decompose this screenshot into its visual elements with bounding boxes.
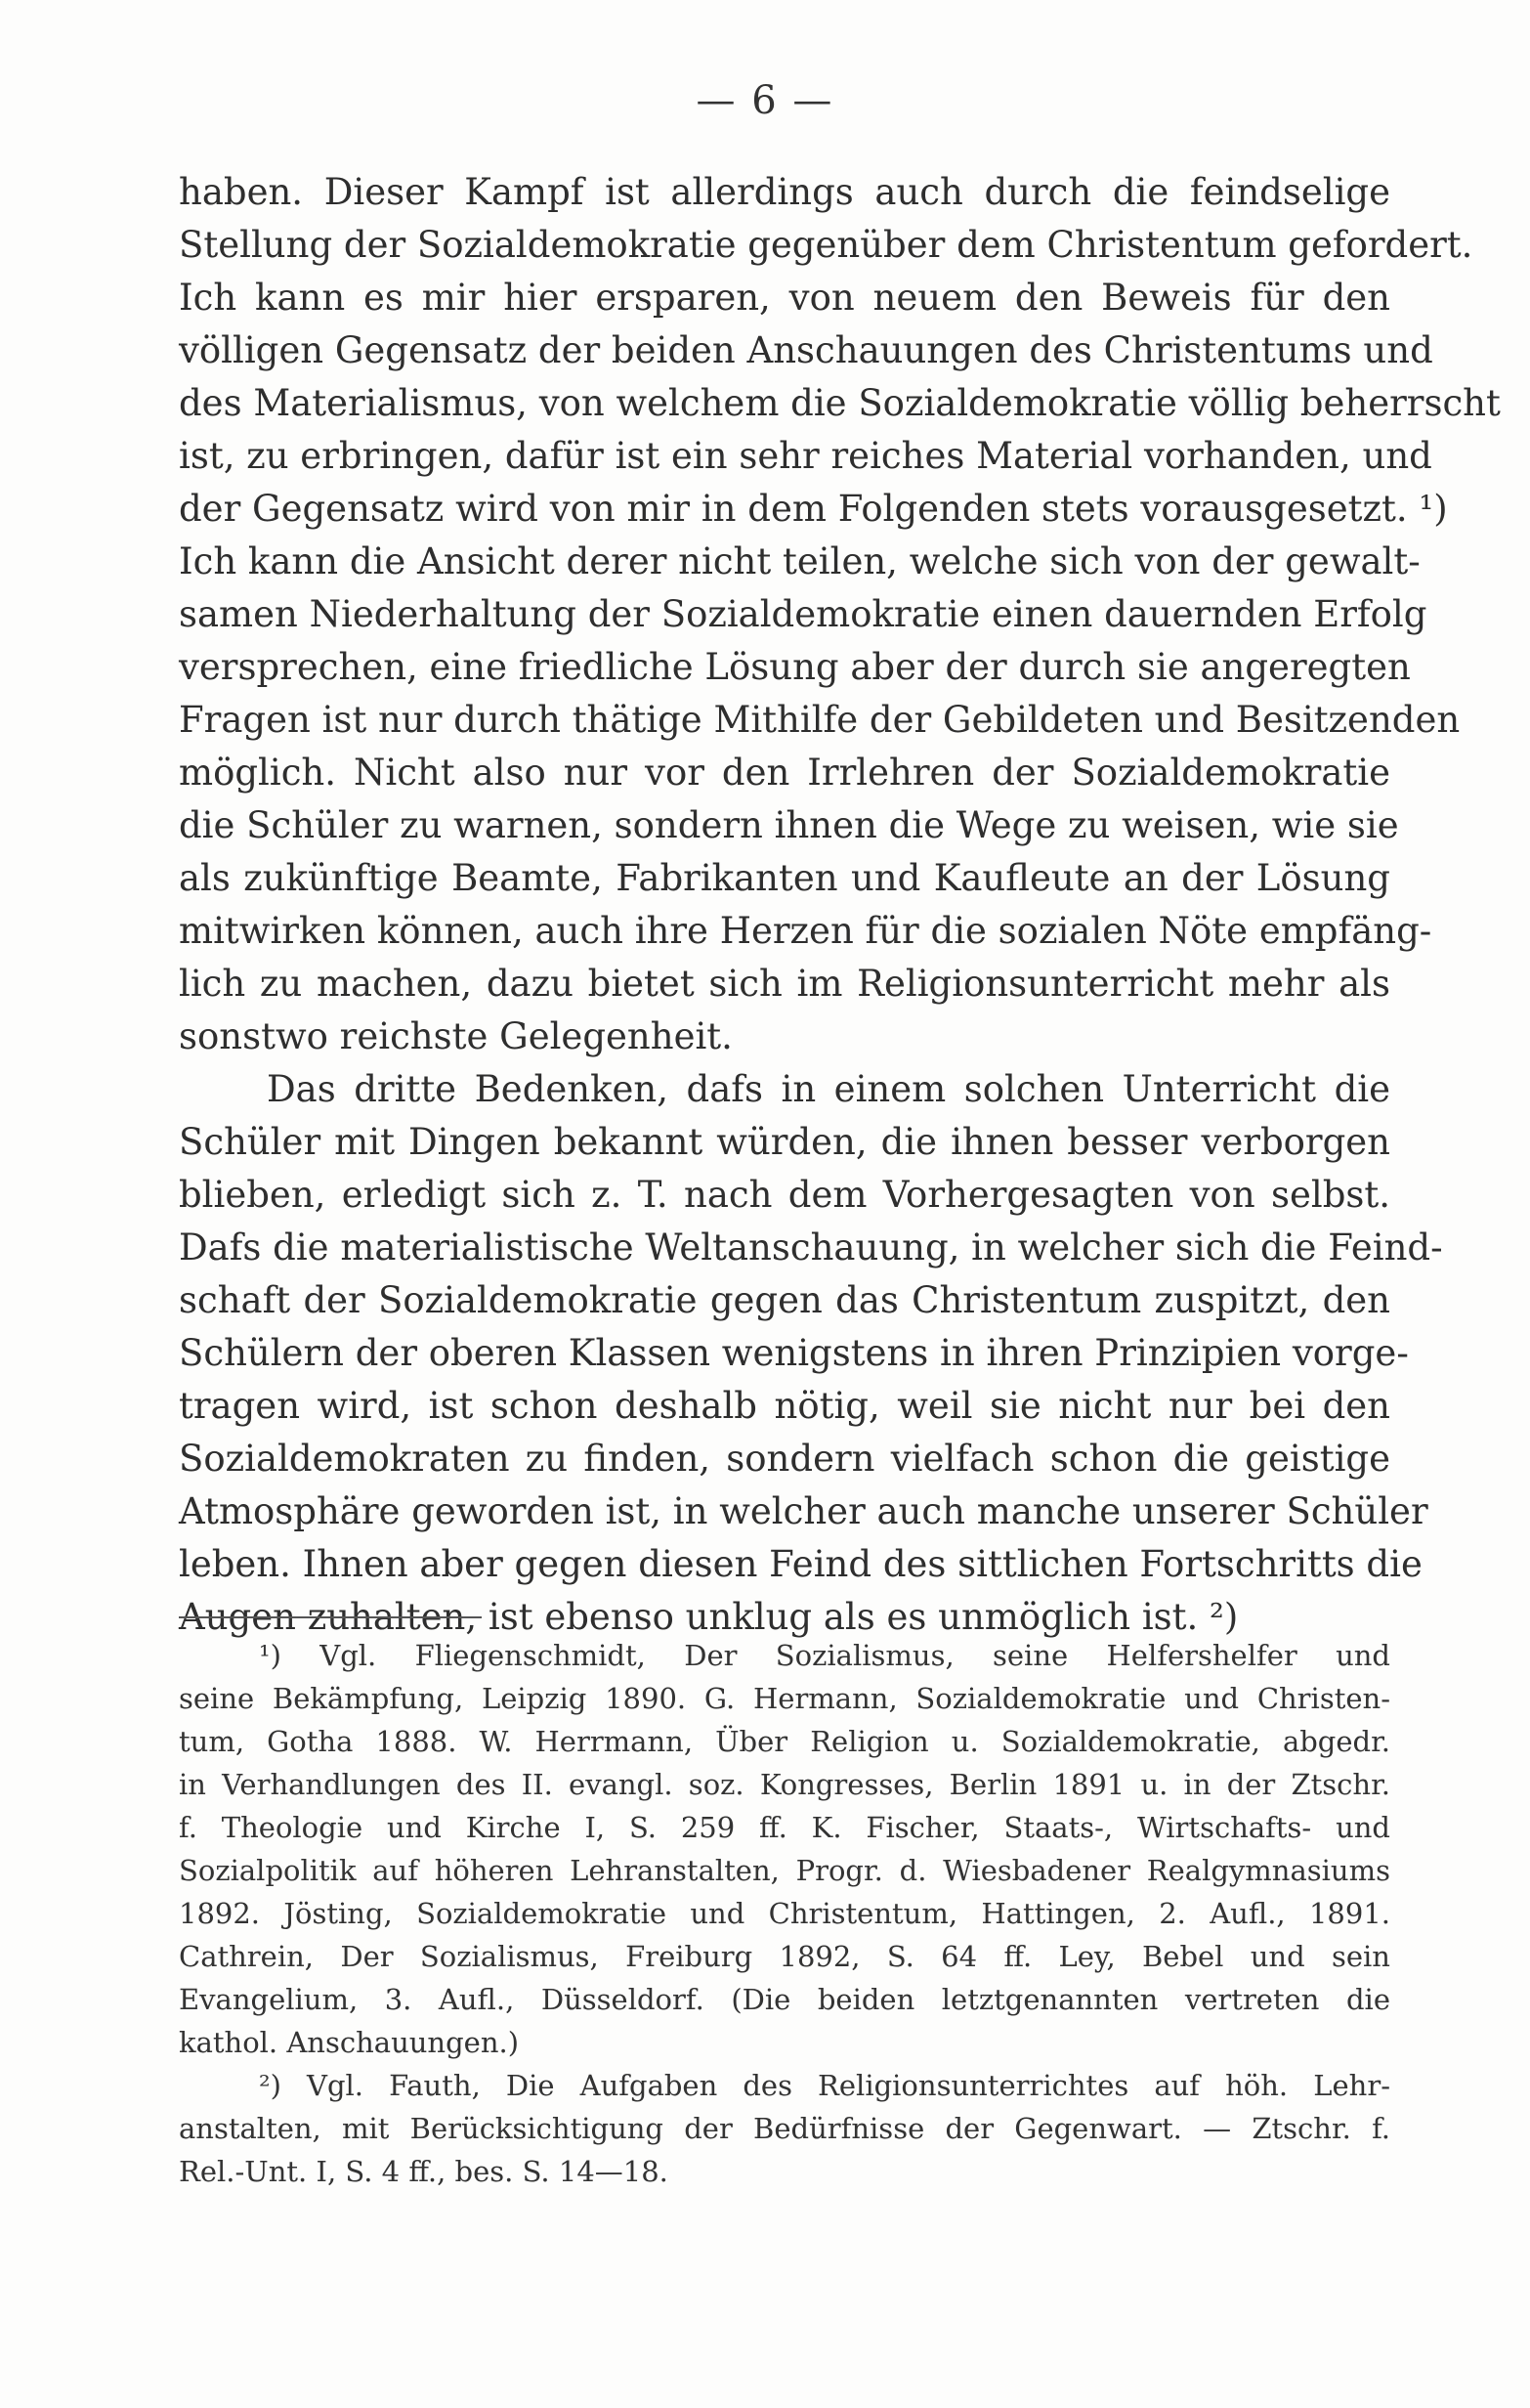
body-line: der Gegensatz wird von mir in dem Folgenden stets vorausgesetzt. ¹): [179, 488, 1448, 530]
footnote-line: in Verhandlungen des II. evangl. soz. Kongresses, Berlin 1891 u. in der Ztschr.: [179, 1768, 1390, 1801]
body-line: als zukünftige Beamte, Fabrikanten und Kaufleute an der Lösung: [179, 857, 1390, 899]
body-line: Das dritte Bedenken, dafs in einem solchen Unterricht die: [267, 1068, 1390, 1110]
footnote-line: Cathrein, Der Sozialismus, Freiburg 1892, S. 64 ff. Ley, Bebel und sein: [179, 1940, 1390, 1973]
body-line: Dafs die materialistische Weltanschauung, in welcher sich die Feind-: [179, 1226, 1443, 1268]
footnote-line: ²) Vgl. Fauth, Die Aufgaben des Religionsunterrichtes auf höh. Lehr-: [259, 2069, 1390, 2102]
body-line: versprechen, eine friedliche Lösung aber der durch sie angeregten: [179, 646, 1411, 688]
page-number: — 6 —: [696, 78, 834, 123]
body-line: haben. Dieser Kampf ist allerdings auch durch die feindselige: [179, 171, 1390, 213]
body-line: blieben, erledigt sich z. T. nach dem Vorhergesagten von selbst.: [179, 1174, 1390, 1216]
body-line: möglich. Nicht also nur vor den Irrlehren der Sozialdemokratie: [179, 752, 1390, 794]
body-line: Atmosphäre geworden ist, in welcher auch manche unserer Schüler: [179, 1490, 1428, 1532]
body-line: Ich kann es mir hier ersparen, von neuem den Beweis für den: [179, 277, 1390, 319]
footnote-divider: [179, 1616, 482, 1618]
footnote-line: Evangelium, 3. Aufl., Düsseldorf. (Die beiden letztgenannten vertreten die: [179, 1983, 1390, 2016]
body-line: Schülern der oberen Klassen wenigstens in ihren Prinzipien vorge-: [179, 1332, 1409, 1374]
footnote-line: 1892. Jösting, Sozialdemokratie und Christentum, Hattingen, 2. Aufl., 1891.: [179, 1897, 1390, 1930]
body-line: lich zu machen, dazu bietet sich im Religionsunterricht mehr als: [179, 963, 1390, 1005]
footnote-line: tum, Gotha 1888. W. Herrmann, Über Religion u. Sozialdemokratie, abgedr.: [179, 1725, 1390, 1758]
body-line: tragen wird, ist schon deshalb nötig, weil sie nicht nur bei den: [179, 1385, 1390, 1427]
footnotes: [179, 1634, 1390, 2193]
body-line: sonstwo reichste Gelegenheit.: [179, 1015, 733, 1057]
footnote-line: anstalten, mit Berücksichtigung der Bedürfnisse der Gegenwart. — Ztschr. f.: [179, 2112, 1390, 2145]
body-line: schaft der Sozialdemokratie gegen das Christentum zuspitzt, den: [179, 1279, 1390, 1321]
footnote-line: kathol. Anschauungen.): [179, 2026, 520, 2059]
body-line: Fragen ist nur durch thätige Mithilfe der Gebildeten und Besitzenden: [179, 699, 1461, 741]
footnote-line: Sozialpolitik auf höheren Lehranstalten, Progr. d. Wiesbadener Realgymnasiums: [179, 1854, 1390, 1887]
body-line: Schüler mit Dingen bekannt würden, die ihnen besser verborgen: [179, 1121, 1390, 1163]
footnote-line: seine Bekämpfung, Leipzig 1890. G. Hermann, Sozialdemokratie und Christen-: [179, 1682, 1390, 1715]
body-line: des Materialismus, von welchem die Sozialdemokratie völlig beherrscht: [179, 382, 1501, 424]
body-line: samen Niederhaltung der Sozialdemokratie einen dauernden Erfolg: [179, 593, 1427, 635]
body-line: mitwirken können, auch ihre Herzen für die sozialen Nöte empfäng-: [179, 910, 1432, 952]
body-line: Ich kann die Ansicht derer nicht teilen, welche sich von der gewalt-: [179, 540, 1421, 582]
body-line: Augen zuhalten, ist ebenso unklug als es unmöglich ist. ²): [179, 1596, 1239, 1638]
body-line: Stellung der Sozialdemokratie gegenüber dem Christentum gefordert.: [179, 224, 1473, 266]
body-line: leben. Ihnen aber gegen diesen Feind des sittlichen Fortschritts die: [179, 1543, 1423, 1585]
body-text: [179, 166, 1501, 1644]
body-line: ist, zu erbringen, dafür ist ein sehr reiches Material vorhanden, und: [179, 435, 1432, 477]
body-line: Sozialdemokraten zu finden, sondern vielfach schon die geistige: [179, 1438, 1390, 1480]
body-line: die Schüler zu warnen, sondern ihnen die Wege zu weisen, wie sie: [179, 804, 1399, 846]
footnote-line: Rel.-Unt. I, S. 4 ff., bes. S. 14—18.: [179, 2155, 668, 2188]
footnote-line: ¹) Vgl. Fliegenschmidt, Der Sozialismus, seine Helfershelfer und: [259, 1639, 1390, 1672]
footnote-line: f. Theologie und Kirche I, S. 259 ff. K. Fischer, Staats-, Wirtschafts- und: [179, 1811, 1390, 1844]
body-line: völligen Gegensatz der beiden Anschauungen des Christentums und: [179, 329, 1433, 371]
